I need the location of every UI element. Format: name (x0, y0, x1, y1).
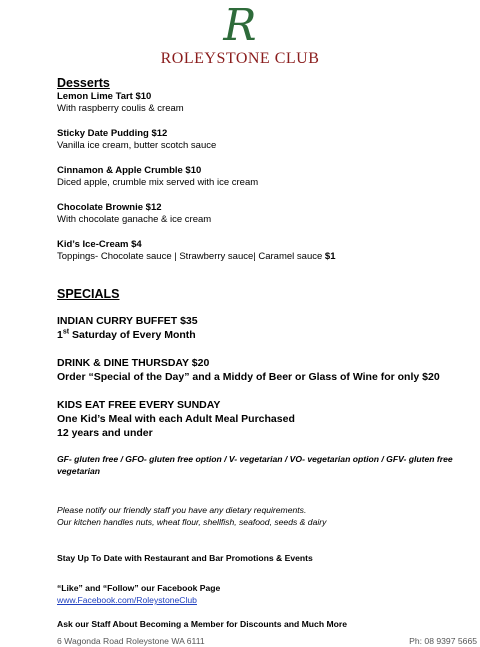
special-detail: Order “Special of the Day” and a Middy of Beer or Glass of Wine for only $20 (57, 371, 440, 383)
desserts-heading: Desserts (57, 76, 110, 90)
special-item (57, 398, 467, 440)
dessert-description (57, 251, 467, 263)
special-detail-number: 1 (57, 329, 63, 341)
dessert-name: Kid’s Ice-Cream $4 (57, 239, 142, 250)
dessert-name: Chocolate Brownie $12 (57, 202, 162, 213)
special-detail-ordinal: st (62, 328, 70, 336)
special-detail-text: Saturday of Every Month (69, 329, 196, 341)
facebook-block (57, 582, 467, 606)
notice-line: Our kitchen handles nuts, wheat flour, shellfish, seafood, seeds & dairy (57, 516, 327, 527)
menu-content (57, 76, 467, 630)
special-detail: 12 years and under (57, 427, 153, 439)
facebook-prompt: “Like” and “Follow” our Facebook Page (57, 583, 221, 593)
dietary-legend: GF- gluten free / GFO- gluten free option / V- vegetarian / VO- vegetarian option / GFV- gluten free vegetarian (57, 454, 453, 476)
dessert-item (57, 165, 467, 189)
special-title: DRINK & DINE THURSDAY $20 (57, 357, 210, 369)
notice-line: Please notify our friendly staff you have any dietary requirements. (57, 505, 307, 515)
facebook-link[interactable]: www.Facebook.com/RoleystoneClub (57, 595, 197, 605)
dessert-description: With chocolate ganache & ice cream (57, 214, 212, 225)
dessert-description: Diced apple, crumble mix served with ice cream (57, 177, 259, 188)
toppings-text: Toppings- Chocolate sauce | Strawberry sauce| Caramel sauce (57, 251, 325, 262)
club-logo (0, 0, 480, 68)
dessert-name: Lemon Lime Tart $10 (57, 91, 152, 102)
footer (57, 635, 477, 647)
dessert-description: With raspberry coulis & cream (57, 103, 184, 114)
promotions-note: Stay Up To Date with Restaurant and Bar Promotions & Events (57, 553, 313, 563)
dessert-item (57, 202, 467, 226)
dessert-item (57, 239, 467, 263)
special-detail (57, 328, 467, 342)
special-title: INDIAN CURRY BUFFET $35 (57, 315, 198, 327)
footer-phone: Ph: 08 9397 5665 (409, 636, 477, 646)
special-item (57, 314, 467, 342)
logo-club-name: ROLEYSTONE CLUB (160, 50, 320, 67)
logo-monogram: R (223, 0, 257, 51)
dessert-description: Vanilla ice cream, butter scotch sauce (57, 140, 217, 151)
dietary-notice (57, 505, 467, 528)
footer-address: 6 Wagonda Road Roleystone WA 6111 (57, 636, 205, 646)
dessert-item (57, 91, 467, 115)
toppings-price: $1 (324, 251, 336, 262)
membership-note: Ask our Staff About Becoming a Member for Discounts and Much More (57, 619, 347, 629)
dessert-name: Cinnamon & Apple Crumble $10 (57, 165, 202, 176)
dessert-item (57, 128, 467, 152)
special-detail: One Kid’s Meal with each Adult Meal Purchased (57, 413, 295, 425)
dessert-name: Sticky Date Pudding $12 (57, 128, 168, 139)
special-title: KIDS EAT FREE EVERY SUNDAY (57, 399, 221, 411)
specials-heading: SPECIALS (57, 287, 120, 301)
special-item (57, 356, 467, 384)
